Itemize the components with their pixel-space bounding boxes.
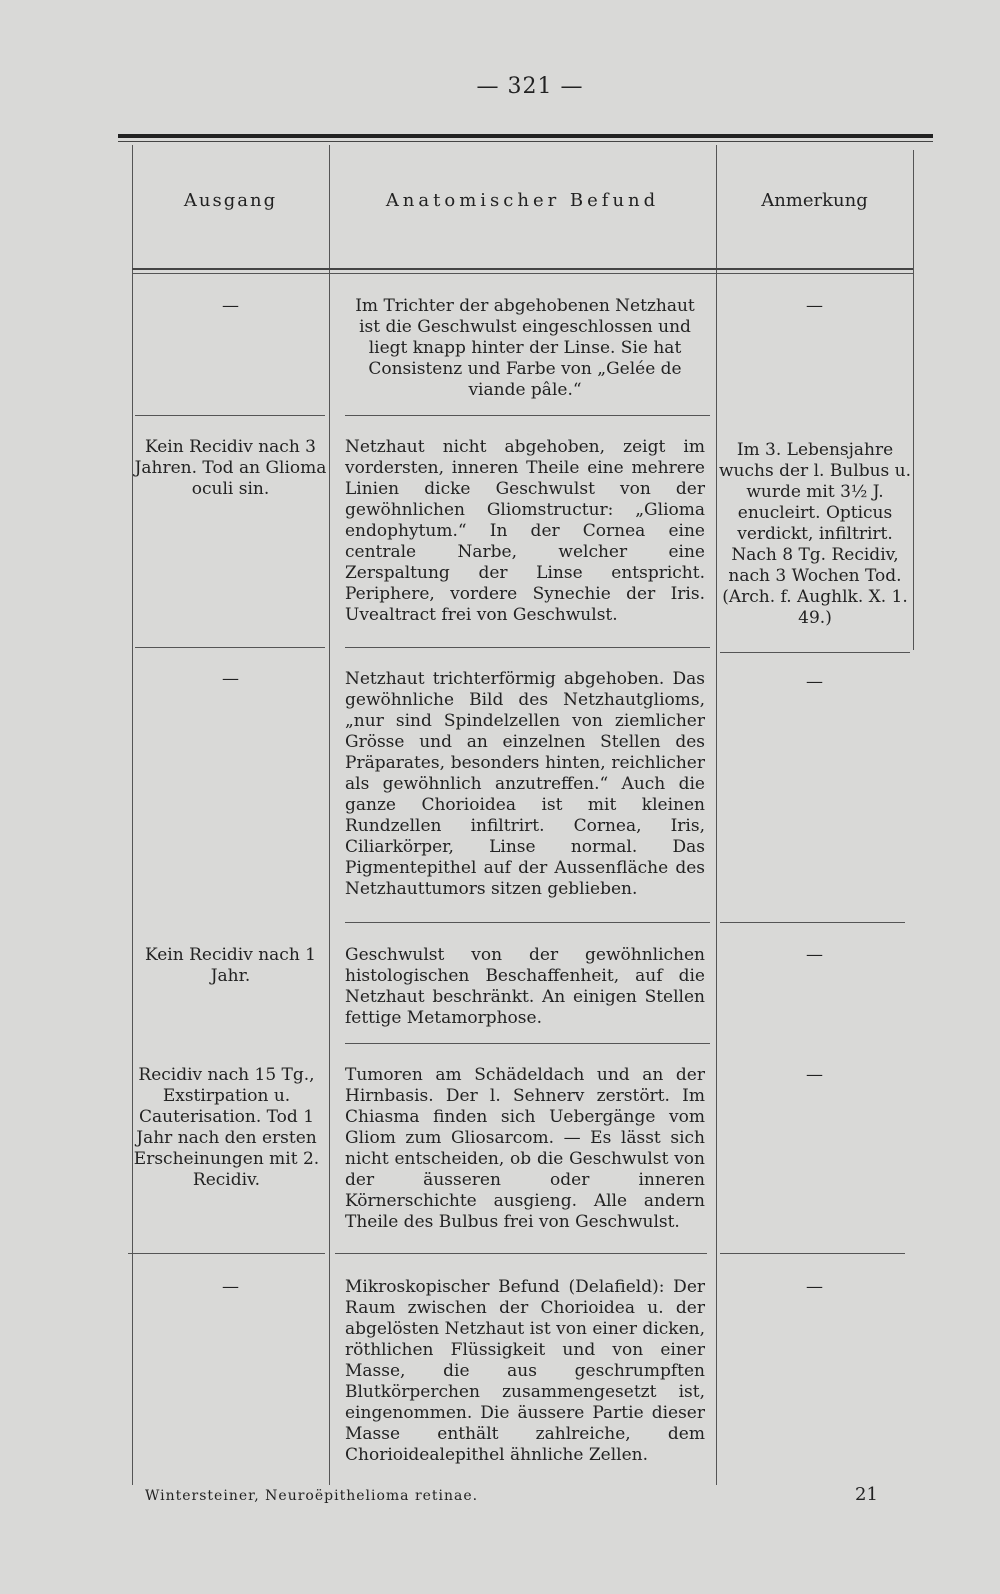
row-divider: [345, 647, 710, 648]
row-divider: [135, 647, 325, 648]
row-5-anmerkung: —: [806, 1065, 823, 1085]
row-4-befund: Geschwulst von der gewöhnlichen histologischen Beschaffenheit, auf die Netzhaut beschränkt. An einigen Stellen fettige Metamorphose.: [345, 945, 705, 1028]
row-6-anmerkung: —: [806, 1277, 823, 1297]
row-divider: [135, 415, 325, 416]
row-5-ausgang: Recidiv nach 15 Tg., Exstirpation u. Cauterisation. Tod 1 Jahr nach den ersten Erscheinungen mit 2. Recidiv.: [133, 1065, 320, 1190]
row-divider: [720, 922, 905, 923]
header-rule-thin: [132, 273, 913, 274]
row-4-anmerkung: —: [806, 945, 823, 965]
header-anmerkung: Anmerkung: [761, 190, 868, 211]
column-divider: [913, 150, 914, 650]
row-2-anmerkung: Im 3. Lebensjahre wuchs der l. Bulbus u. wurde mit 3½ J. enucleirt. Opticus verdickt, infiltrirt. Nach 8 Tg. Recidiv, nach 3 Wochen Tod. (Arch. f. Aughlk. X. 1. 49.): [719, 440, 912, 628]
row-2-befund: Netzhaut nicht abgehoben, zeigt im vordersten, inneren Theile eine mehrere Linien dicke Geschwulst von der gewöhnlichen Gliomstructur: „Glioma endophytum.“ In der Cornea eine centrale Narbe, welcher eine Zerspaltung der Linse entspricht. Periphere, vordere Synechie der Iris. Uvealtract frei von Geschwulst.: [345, 437, 705, 625]
row-1-ausgang: —: [222, 296, 239, 316]
footer-signature-number: 21: [855, 1484, 878, 1505]
row-divider: [345, 1043, 710, 1044]
row-2-ausgang: Kein Recidiv nach 3 Jahren. Tod an Glioma oculi sin.: [134, 437, 327, 499]
page-number: — 321 —: [476, 74, 584, 99]
header-befund: Anatomischer Befund: [385, 190, 660, 211]
row-3-befund: Netzhaut trichterförmig abgehoben. Das gewöhnliche Bild des Netzhautglioms, „nur sind Spindelzellen von ziemlicher Grösse und an einzelnen Stellen des Präparates, besonders hinten, reichlicher als gewöhnlich anzutreffen.“ Auch die ganze Chorioidea ist mit kleinen Rundzellen infiltrirt. Cornea, Iris, Ciliarkörper, Linse normal. Das Pigmentepithel auf der Aussenfläche des Netzhauttumors sitzen geblieben.: [345, 669, 705, 899]
row-divider: [345, 922, 710, 923]
row-1-anmerkung: —: [806, 296, 823, 316]
row-3-ausgang: —: [222, 669, 239, 689]
row-divider: [720, 1253, 905, 1254]
row-divider: [128, 1253, 325, 1254]
row-divider: [720, 652, 910, 653]
row-4-ausgang: Kein Recidiv nach 1 Jahr.: [144, 945, 316, 986]
row-6-befund: Mikroskopischer Befund (Delafield): Der Raum zwischen der Chorioidea u. der abgelösten Netzhaut ist von einer dicken, röthlichen Flüssigkeit und von einer Masse, die aus geschrumpften Blutkörperchen zusammengesetzt ist, eingenommen. Die äussere Partie dieser Masse enthält zahlreiche, dem Chorioidealepithel ähnliche Zellen.: [345, 1277, 705, 1465]
row-1-befund: Im Trichter der abgehobenen Netzhaut ist die Geschwulst eingeschlossen und liegt knapp hinter der Linse. Sie hat Consistenz und Farbe von „Gelée de viande pâle.“: [355, 296, 695, 400]
row-5-befund: Tumoren am Schädeldach und an der Hirnbasis. Der l. Sehnerv zerstört. Im Chiasma finden sich Uebergänge vom Gliom zum Gliosarcom. — Es lässt sich nicht entscheiden, ob die Geschwulst von der äusseren oder inneren Körnerschichte ausgieng. Alle andern Theile des Bulbus frei von Geschwulst.: [345, 1065, 705, 1232]
top-rule-thin: [118, 141, 933, 142]
footer-author-title: Wintersteiner, Neuroëpithelioma retinae.: [145, 1488, 479, 1504]
row-divider: [335, 1253, 707, 1254]
row-6-ausgang: —: [222, 1277, 239, 1297]
header-rule: [132, 268, 913, 270]
column-divider: [329, 145, 330, 1485]
header-ausgang: Ausgang: [183, 190, 278, 211]
row-3-anmerkung: —: [806, 672, 823, 692]
row-divider: [345, 415, 710, 416]
top-rule: [118, 134, 933, 138]
